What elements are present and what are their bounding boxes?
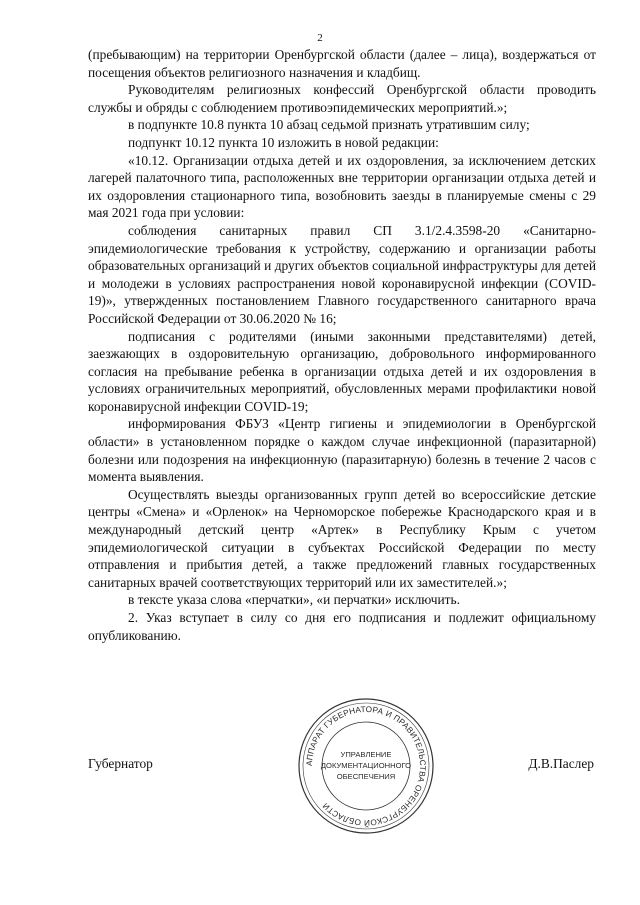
page-number: 2 bbox=[317, 32, 323, 44]
paragraph-1: (пребывающим) на территории Оренбургской области (далее – лица), воздержаться от посещения объектов религиозного назначения и кладбищ. bbox=[88, 47, 596, 80]
paragraph-4: подпункт 10.12 пункта 10 изложить в новой редакции: bbox=[128, 134, 439, 150]
paragraph-8: информирования ФБУЗ «Центр гигиены и эпидемиологии в Оренбургской области» в установленном порядке о каждом случае инфекционной (паразитарной) болезни или подозрения на инфекционную (паразитарную) болезнь в течение 2 часов с момента выявления. bbox=[88, 416, 596, 485]
paragraph-2: Руководителям религиозных конфессий Оренбургской области проводить службы и обряды с соблюдением противоэпидемических мероприятий.»; bbox=[88, 82, 596, 115]
signature-position: Губернатор bbox=[88, 756, 153, 771]
document-body bbox=[88, 46, 596, 644]
stamp-inner-line-2: ДОКУМЕНТАЦИОННОГО bbox=[320, 761, 412, 770]
paragraph-6: соблюдения санитарных правил СП 3.1/2.4.3598-20 «Санитарно-эпидемиологические требования к устройству, содержанию и организации работы образовательных организаций и других объектов социальной инфраструктуры для детей и молодежи в условиях распространения новой коронавирусной инфекции (COVID-19)», утвержденных постановлением Главного государственного санитарного врача Российской Федерации от 30.06.2020 № 16; bbox=[88, 222, 596, 326]
paragraph-11: 2. Указ вступает в силу со дня его подписания и подлежит официальному опубликованию. bbox=[88, 610, 596, 643]
paragraph-9: Осуществлять выезды организованных групп детей во всероссийские детские центры «Смена» и «Орленок» на Черноморское побережье Краснодарского края и в международный детский центр «Артек» в Республику Крым с учетом эпидемиологической ситуации в субъектах Российской Федерации по месту отправления и прибытия детей, а также предложений главных государственных санитарных врачей соответствующих территорий или их заместителей.»; bbox=[88, 486, 596, 590]
stamp-outer-text: АППАРАТ ГУБЕРНАТОРА И ПРАВИТЕЛЬСТВА ОРЕНБУРГСКОЙ ОБЛАСТИ bbox=[304, 704, 428, 828]
official-stamp bbox=[296, 696, 436, 836]
stamp-inner-line-1: УПРАВЛЕНИЕ bbox=[340, 750, 392, 759]
paragraph-3: в подпункте 10.8 пункта 10 абзац седьмой признать утратившим силу; bbox=[128, 117, 530, 133]
paragraph-10: в тексте указа слова «перчатки», «и перчатки» исключить. bbox=[128, 592, 460, 608]
signature-name: Д.В.Паслер bbox=[528, 756, 594, 771]
paragraph-5: «10.12. Организации отдыха детей и их оздоровления, за исключением детских лагерей палаточного типа, расположенных вне территории организации отдыха детей и их оздоровления стационарного типа, возобновить заезды в планируемые смены с 29 мая 2021 года при условии: bbox=[88, 152, 596, 221]
stamp-inner-line-3: ОБЕСПЕЧЕНИЯ bbox=[336, 772, 396, 781]
paragraph-7: подписания с родителями (иными законными представителями) детей, заезжающих в оздоровительную организацию, добровольного информированного согласия на пребывание ребенка в организации отдыха детей и их оздоровления в условиях ограничительных мероприятий, обусловленных мерами профилактики новой коронавирусной инфекции COVID-19; bbox=[88, 328, 596, 414]
